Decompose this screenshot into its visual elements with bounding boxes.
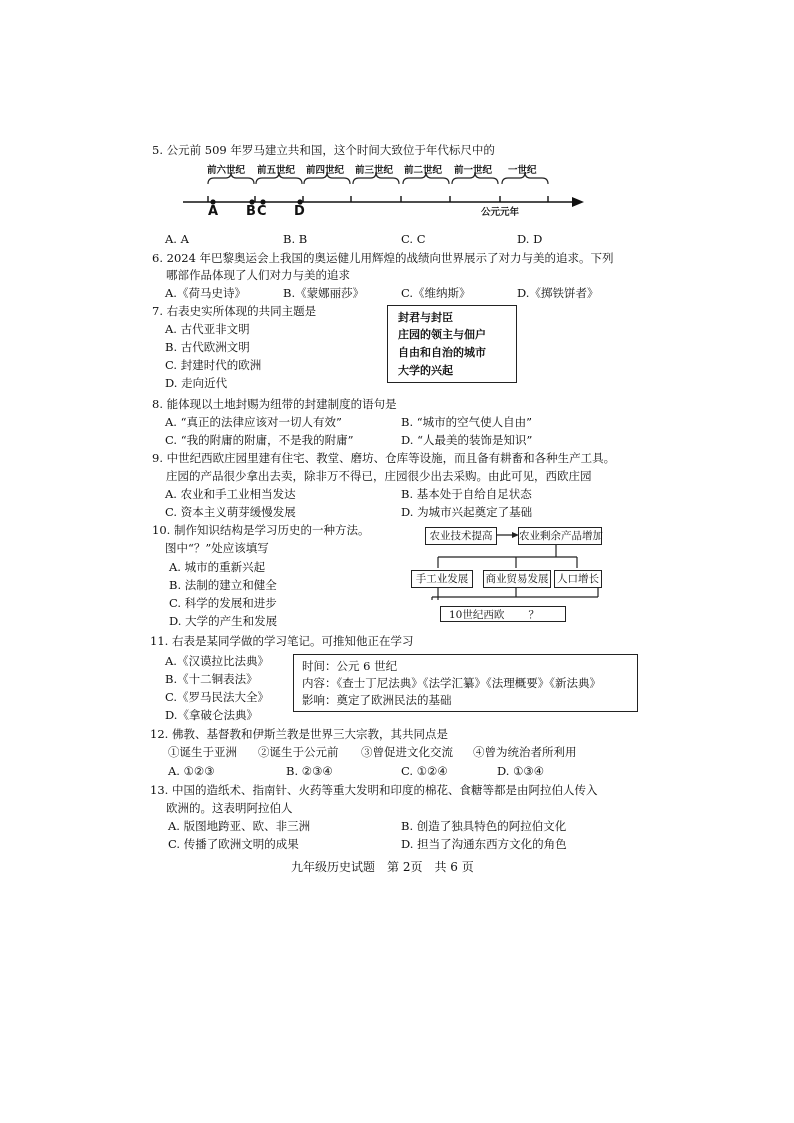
q9-option-b[interactable]: B. 基本处于自给自足状态 [401,487,532,501]
q10-option-a[interactable]: A. 城市的重新兴起 [169,560,266,574]
q7-option-d[interactable]: D. 走向近代 [165,376,228,390]
q12-item-1: ①诞生于亚洲 [168,745,237,759]
century-label-6: 前一世纪 [454,165,493,176]
q8-option-c[interactable]: C. “我的附庸的附庸，不是我的附庸” [165,433,354,447]
q6-option-d[interactable]: D.《掷铁饼者》 [517,286,599,300]
q12-option-b[interactable]: B. ②③④ [286,764,333,778]
q11-option-d[interactable]: D.《拿破仑法典》 [165,708,258,722]
q13-option-b[interactable]: B. 创造了独具特色的阿拉伯文化 [401,819,567,833]
q12-option-d[interactable]: D. ①③④ [497,764,545,778]
q11-note-time: 时间：公元 6 世纪 [302,659,398,673]
q5-option-b[interactable]: B. B [283,232,308,246]
q9-option-d[interactable]: D. 为城市兴起奠定了基础 [401,505,533,519]
epoch-label: 公元元年 [481,207,520,218]
diagram-box-agri-tech: 农业技术提高 [425,527,497,545]
q11-note-content: 内容：《查士丁尼法典》《法学汇纂》《法理概要》《新法典》 [302,676,601,690]
q7-stem: 7. 右表史实所体现的共同主题是 [152,304,317,318]
q8-stem: 8. 能体现以土地封赐为纽带的封建制度的语句是 [152,397,397,411]
page-footer: 九年级历史试题 第 2页 共 6 页 [291,860,474,874]
q11-option-a[interactable]: A.《汉谟拉比法典》 [165,654,269,668]
q12-item-3: ③曾促进文化交流 [361,745,453,759]
q10-stem-line2: 图中“？”处应该填写 [165,541,269,555]
q11-option-b[interactable]: B.《十二铜表法》 [165,672,258,686]
q7-table-line-4: 大学的兴起 [398,364,453,377]
point-label-d: D [294,204,305,219]
q10-option-d[interactable]: D. 大学的产生和发展 [169,614,278,628]
century-label-1: 前六世纪 [207,165,246,176]
q5-option-c[interactable]: C. C [401,232,426,246]
diagram-box-commerce: 商业贸易发展 [483,570,551,588]
century-label-3: 前四世纪 [306,165,345,176]
q9-option-a[interactable]: A. 农业和手工业相当发达 [165,487,296,501]
q5-option-d[interactable]: D. D [517,232,543,246]
diagram-box-population: 人口增长 [554,570,602,588]
q8-option-a[interactable]: A. “真正的法律应该对一切人有效” [165,415,342,429]
q10-option-b[interactable]: B. 法制的建立和健全 [169,578,277,592]
q6-option-a[interactable]: A.《荷马史诗》 [165,286,246,300]
q13-stem-line1: 13. 中国的造纸术、指南针、火药等重大发明和印度的棉花、食糖等都是由阿拉伯人传入 [150,783,598,797]
century-label-5: 前二世纪 [404,165,443,176]
q12-item-4: ④曾为统治者所利用 [473,745,577,759]
q12-option-c[interactable]: C. ①②④ [401,764,448,778]
q5-option-a[interactable]: A. A [165,232,189,246]
q12-stem: 12. 佛教、基督教和伊斯兰教是世界三大宗教，其共同点是 [150,727,448,741]
q6-stem-line1: 6. 2024 年巴黎奥运会上我国的奥运健儿用辉煌的战绩向世界展示了对力与美的追求。下列 [152,251,614,265]
q12-item-2: ②诞生于公元前 [258,745,339,759]
q7-table-line-2: 庄园的领主与佃户 [398,328,486,341]
diagram-outcome-prefix: 10世纪西欧 [449,609,505,621]
point-label-c: C [257,204,267,219]
q7-option-c[interactable]: C. 封建时代的欧洲 [165,358,262,372]
q11-option-c[interactable]: C.《罗马民法大全》 [165,690,270,704]
q8-option-d[interactable]: D. “人最美的装饰是知识” [401,433,533,447]
q7-option-b[interactable]: B. 古代欧洲文明 [165,340,250,354]
century-label-7: 一世纪 [508,165,537,176]
q5-stem: 5. 公元前 509 年罗马建立共和国，这个时间大致位于年代标尺中的 [152,143,495,157]
q9-stem-line1: 9. 中世纪西欧庄园里建有住宅、教堂、磨坊、仓库等设施，而且备有耕畜和各种生产工具。 [152,451,616,465]
q13-option-d[interactable]: D. 担当了沟通东西方文化的角色 [401,837,567,851]
diagram-outcome-blank: ？ [508,609,560,622]
diagram-box-handicraft: 手工业发展 [411,570,473,588]
q12-option-a[interactable]: A. ①②③ [168,764,215,778]
diagram-box-surplus: 农业剩余产品增加 [518,527,602,545]
q9-stem-line2: 庄园的产品很少拿出去卖，除非万不得已，庄园很少出去采购。由此可见，西欧庄园 [166,469,592,483]
q13-option-a[interactable]: A. 版图地跨亚、欧、非三洲 [168,819,311,833]
q10-option-c[interactable]: C. 科学的发展和进步 [169,596,277,610]
q10-stem-line1: 10. 制作知识结构是学习历史的一种方法。 [152,523,370,537]
point-label-b: B [246,204,256,219]
q8-option-b[interactable]: B. “城市的空气使人自由” [401,415,533,429]
q11-note-impact: 影响：奠定了欧洲民法的基础 [302,693,452,707]
q13-stem-line2: 欧洲的。这表明阿拉伯人 [166,801,293,815]
diagram-box-outcome [440,606,566,622]
point-label-a: A [208,204,219,219]
q13-option-c[interactable]: C. 传播了欧洲文明的成果 [168,837,299,851]
q6-option-b[interactable]: B.《蒙娜丽莎》 [283,286,365,300]
q7-table-line-1: 封君与封臣 [398,311,453,324]
q7-table-line-3: 自由和自治的城市 [398,346,486,359]
century-label-4: 前三世纪 [355,165,394,176]
q7-option-a[interactable]: A. 古代亚非文明 [165,322,250,336]
q6-option-c[interactable]: C.《维纳斯》 [401,286,471,300]
q9-option-c[interactable]: C. 资本主义萌芽缓慢发展 [165,505,296,519]
q6-stem-line2: 哪部作品体现了人们对力与美的追求 [166,268,350,282]
q11-notes-box [293,654,638,712]
q11-stem: 11. 右表是某同学做的学习笔记。可推知他正在学习 [150,634,414,648]
century-label-2: 前五世纪 [257,165,296,176]
